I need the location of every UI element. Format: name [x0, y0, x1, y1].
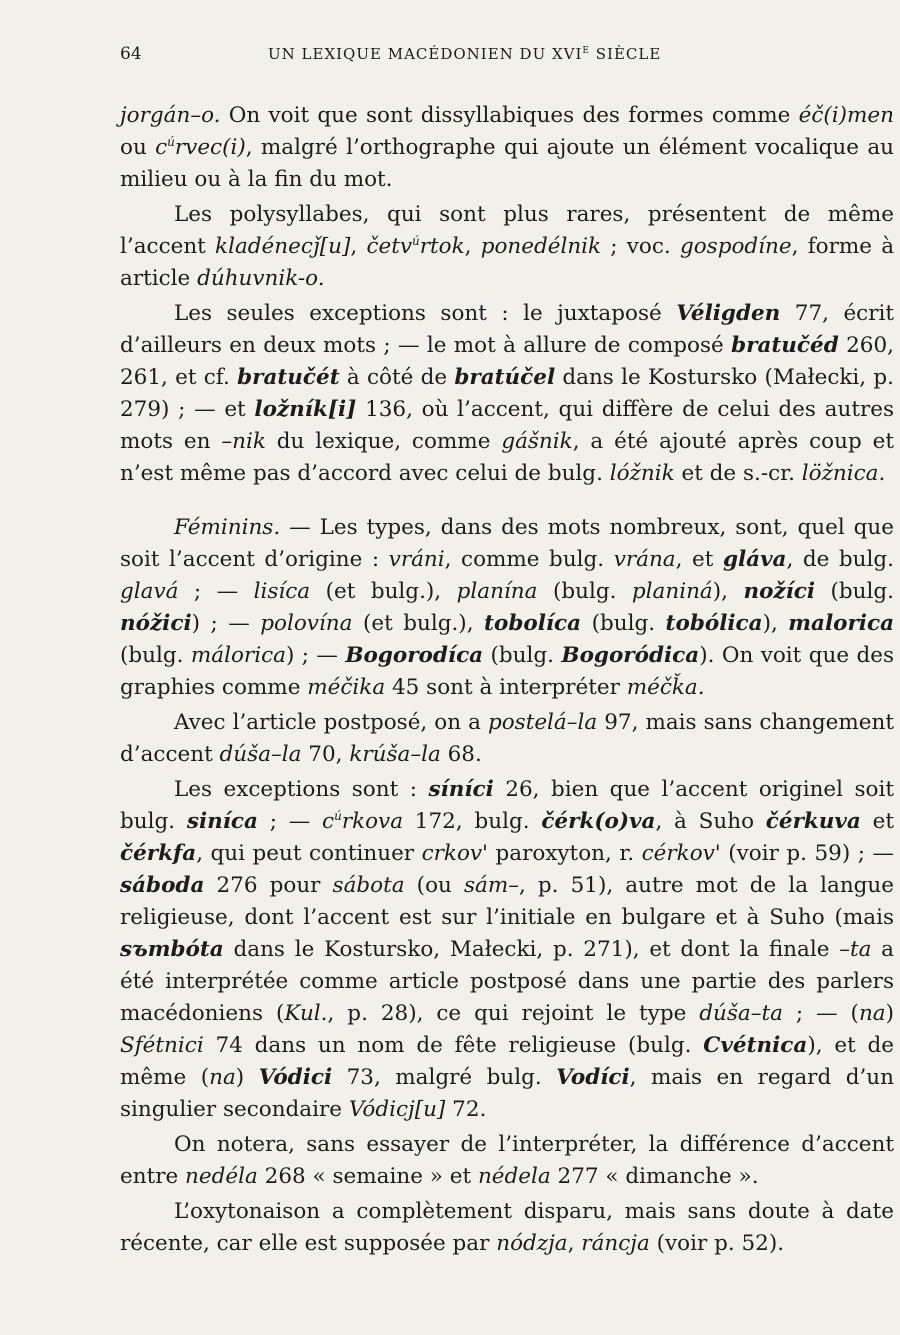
- text-run: lӧžnica.: [801, 461, 886, 486]
- text-run: , mais en regard d’un singulier secondaire: [120, 1065, 894, 1122]
- text-run: –nik: [221, 429, 266, 454]
- text-run: éč(i)men: [798, 103, 894, 128]
- text-run: On notera, sans essayer de l’interpréter, la différence d’accent entre: [120, 1132, 894, 1189]
- running-title: UN LEXIQUE MACÉDONIEN DU $XVI^E$ SIÈCLE: [268, 45, 662, 63]
- text-run: (voir p. 59) ; —: [720, 841, 895, 866]
- text-run: postelá–la: [487, 710, 598, 735]
- text-run: Vódici: [258, 1065, 333, 1090]
- text-run: à côté de: [339, 365, 455, 390]
- paragraph-1: [120, 100, 894, 196]
- text-run: glavá: [120, 579, 179, 604]
- text-run: krúša–la: [349, 742, 441, 767]
- text-run: planína: [456, 579, 538, 604]
- text-run: ),: [762, 611, 789, 636]
- text-run: a été interprétée comme article postposé dans une partie des parlers macédoniens (: [120, 937, 894, 1026]
- text-run: rtok: [419, 234, 465, 259]
- text-run: (et bulg.),: [352, 611, 485, 636]
- text-run: — Les types, dans des mots nombreux, sont, quel que soit l’accent d’origine :: [120, 515, 894, 572]
- text-run: Kul.: [284, 1001, 328, 1026]
- text-run: 74 dans un nom de fête religieuse (bulg.: [203, 1033, 704, 1058]
- text-run: málorica: [190, 643, 286, 668]
- text-run: malorica: [788, 611, 895, 636]
- paragraph-7: [120, 1129, 894, 1193]
- text-run: sábota: [332, 873, 405, 898]
- text-run: bratučéd: [731, 333, 839, 358]
- text-run: du lexique, comme: [265, 429, 502, 454]
- text-run: nódzja: [496, 1231, 568, 1256]
- text-run: 77, écrit d’ailleurs en deux mots ; — le mot à allure de composé: [120, 301, 894, 358]
- text-run: ú: [334, 808, 342, 823]
- text-run: ; — (: [782, 1001, 859, 1026]
- text-run: ú: [412, 233, 420, 248]
- text-run: čérk(o)va: [541, 809, 656, 834]
- text-run: rkova: [341, 809, 404, 834]
- text-run: Vodíci: [556, 1065, 630, 1090]
- text-run: ponedélnik: [480, 234, 602, 259]
- text-run: –ta: [839, 937, 872, 962]
- text-run: nedéla: [185, 1164, 258, 1189]
- paragraph-6: [120, 774, 894, 1126]
- text-run: Bogorodíca: [345, 643, 484, 668]
- text-run: lóžnik: [609, 461, 675, 486]
- text-run: ) ; —: [191, 611, 261, 636]
- text-run: dans le Kostursko (Małecki, p. 279) ; — et: [120, 365, 894, 422]
- text-run: , de bulg.: [786, 547, 895, 572]
- text-run: tobolíca: [484, 611, 582, 636]
- text-run: et: [860, 809, 894, 834]
- text-run: 172, bulg.: [403, 809, 542, 834]
- text-run: ): [235, 1065, 259, 1090]
- text-run: rvec(i): [174, 135, 246, 160]
- text-run: nédela: [477, 1164, 551, 1189]
- text-run: (ou: [404, 873, 464, 898]
- text-run: ,: [350, 234, 367, 259]
- text-run: planiná: [631, 579, 713, 604]
- text-run: sъmbóta: [120, 937, 224, 962]
- text-run: vráni: [388, 547, 445, 572]
- text-run: (bulg.: [815, 579, 895, 604]
- text-run: dúhuvnik-o.: [197, 266, 325, 291]
- text-run: Les seules exceptions sont : le juxtaposé: [174, 301, 677, 326]
- text-run: , comme bulg.: [444, 547, 614, 572]
- text-run: (bulg.: [581, 611, 666, 636]
- text-run: 72.: [445, 1097, 487, 1122]
- text-run: dans le Kostursko, Małecki, p. 271), et dont la finale: [223, 937, 840, 962]
- text-run: méčika: [307, 675, 386, 700]
- page-number: 64: [120, 44, 142, 64]
- text-run: ,: [567, 1231, 582, 1256]
- text-run: , à Suho: [655, 809, 766, 834]
- text-run: et de s.-cr.: [674, 461, 802, 486]
- text-run: tobólica: [665, 611, 763, 636]
- paragraph-5: [120, 707, 894, 771]
- text-run: Véligden: [676, 301, 781, 326]
- text-run: čérkuva: [765, 809, 861, 834]
- text-run: kladénecǰ[u]: [215, 234, 351, 259]
- text-run: gospodíne: [679, 234, 792, 259]
- text-run: sáboda: [120, 873, 205, 898]
- text-run: gláva: [722, 547, 787, 572]
- text-run: méčǩa.: [626, 675, 705, 700]
- text-run: 268 « semaine » et: [257, 1164, 478, 1189]
- text-run: Bogoródica: [561, 643, 700, 668]
- text-run: 97, mais sans changement d’accent: [120, 710, 894, 767]
- text-run: (bulg.: [120, 643, 191, 668]
- text-run: 70,: [301, 742, 350, 767]
- text-run: ): [885, 1001, 894, 1026]
- text-run: ) ; —: [285, 643, 346, 668]
- text-run: 45 sont à interpréter: [385, 675, 627, 700]
- text-run: , p. 51), autre mot de la langue religieuse, dont l’accent est sur l’initiale en bulgare et à Suho (mais: [120, 873, 895, 930]
- paragraph-8: [120, 1196, 894, 1260]
- text-run: jorgán–o.: [120, 103, 221, 128]
- text-run: Les polysyllabes, qui sont plus rares, présentent de même l’accent: [120, 202, 894, 259]
- text-run: Féminins.: [174, 515, 281, 540]
- page-header: [120, 44, 780, 66]
- text-run: ), et de même (: [120, 1033, 894, 1090]
- text-run: na: [209, 1065, 236, 1090]
- text-run: Sfétnici: [120, 1033, 204, 1058]
- text-run: On voit que sont dissyllabiques des formes comme: [220, 103, 799, 128]
- text-run: ráncja: [581, 1231, 650, 1256]
- text-run: 260, 261, et cf.: [120, 333, 894, 390]
- text-run: ou: [120, 135, 156, 160]
- text-run: 277 « dimanche ».: [550, 1164, 759, 1189]
- text-run: siníca: [186, 809, 258, 834]
- text-run: lisíca: [253, 579, 311, 604]
- text-run: , a été ajouté après coup et n’est même pas d’accord avec celui de bulg.: [120, 429, 894, 486]
- text-run: Les exceptions sont :: [174, 777, 429, 802]
- text-run: (bulg.: [537, 579, 632, 604]
- text-run: , p. 28), ce qui rejoint le type: [327, 1001, 700, 1026]
- text-run: dúša–la: [219, 742, 302, 767]
- text-run: ),: [712, 579, 744, 604]
- text-run: paroxyton, r.: [487, 841, 642, 866]
- text-run: polovína: [260, 611, 353, 636]
- text-run: 136, où l’accent, qui diffère de celui des autres mots en: [120, 397, 894, 454]
- text-run: Avec l’article postposé, on a: [174, 710, 488, 735]
- text-run: síníci: [428, 777, 494, 802]
- text-run: (bulg.: [483, 643, 562, 668]
- text-run: , malgré l’orthographe qui ajoute un élément vocalique au milieu ou à la fin du mot.: [120, 135, 894, 192]
- paragraph-3: [120, 298, 894, 490]
- paragraph-4: [120, 512, 894, 704]
- text-run: 276 pour: [204, 873, 333, 898]
- text-run: ; voc.: [601, 234, 680, 259]
- text-run: nóžici: [120, 611, 192, 636]
- text-run: nožíci: [743, 579, 816, 604]
- text-run: , forme à article: [120, 234, 895, 291]
- text-run: ). On voit que des graphies comme: [120, 643, 894, 700]
- text-run: c: [322, 809, 335, 834]
- text-run: 68.: [440, 742, 482, 767]
- text-run: dúša–ta: [699, 1001, 783, 1026]
- text-run: (voir p. 52).: [649, 1231, 785, 1256]
- text-run: 26, bien que l’accent originel soit bulg.: [120, 777, 895, 834]
- text-run: čérkfa: [120, 841, 197, 866]
- text-run: ; —: [257, 809, 323, 834]
- text-run: ; —: [178, 579, 254, 604]
- text-run: , qui peut continuer: [196, 841, 422, 866]
- text-run: ložník[i]: [254, 397, 357, 422]
- text-run: Vódicj[u]: [348, 1097, 446, 1122]
- text-run: sám–: [463, 873, 519, 898]
- body-text: [120, 100, 894, 1260]
- text-run: ú: [167, 134, 175, 149]
- text-run: gášnik: [501, 429, 573, 454]
- text-run: vrána: [613, 547, 676, 572]
- text-run: bratúčel: [454, 365, 556, 390]
- text-run: 73, malgré bulg.: [332, 1065, 557, 1090]
- text-run: crkov': [421, 841, 488, 866]
- text-run: bratučét: [237, 365, 340, 390]
- text-run: (et bulg.),: [310, 579, 457, 604]
- text-run: c: [155, 135, 168, 160]
- text-run: Cvétnica: [703, 1033, 808, 1058]
- text-run: , et: [675, 547, 723, 572]
- paragraph-2: [120, 199, 894, 295]
- text-run: L’oxytonaison a complètement disparu, mais sans doute à date récente, car elle est supposée par: [120, 1199, 894, 1256]
- text-run: cérkov': [641, 841, 721, 866]
- text-run: ,: [464, 234, 481, 259]
- text-run: četv: [366, 234, 412, 259]
- text-run: na: [858, 1001, 886, 1026]
